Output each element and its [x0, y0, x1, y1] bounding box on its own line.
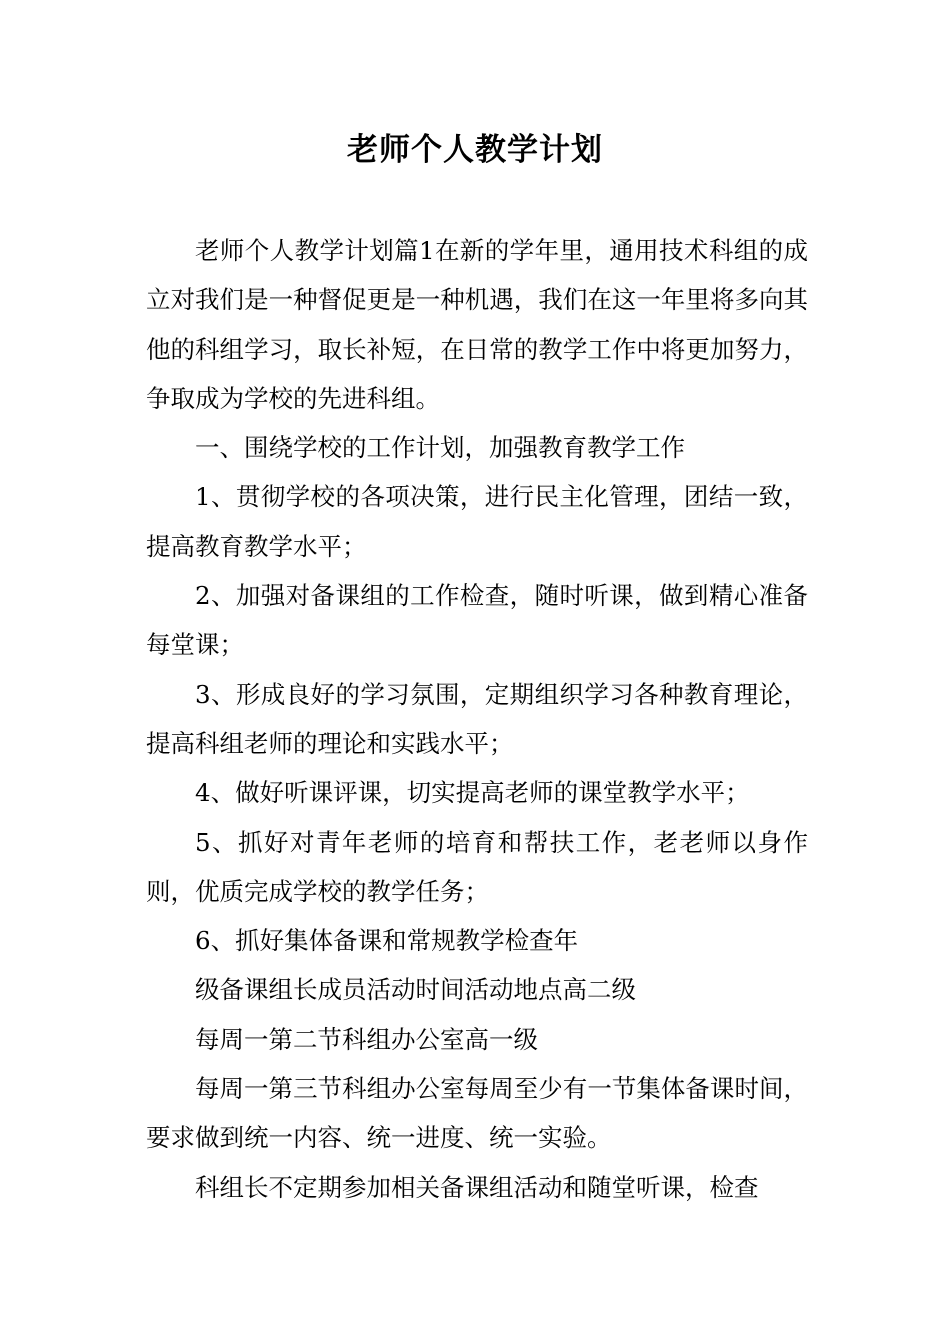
paragraph-item-1: 1、贯彻学校的各项决策，进行民主化管理，团结一致，提高教育教学水平；	[146, 482, 808, 561]
paragraph-closing: 科组长不定期参加相关备课组活动和随堂听课，检查	[195, 1172, 759, 1202]
document-title: 老师个人教学计划	[347, 132, 603, 168]
paragraph-item-6: 6、抓好集体备课和常规教学检查年	[195, 926, 579, 956]
document-body	[146, 226, 808, 1212]
paragraph-schedule-row-1: 每周一第二节科组办公室高一级	[195, 1024, 538, 1054]
paragraph-section-1-heading: 一、围绕学校的工作计划，加强教育教学工作	[195, 433, 685, 463]
paragraph-item-4: 4、做好听课评课，切实提高老师的课堂教学水平；	[195, 778, 750, 808]
paragraph-schedule-row-2: 每周一第三节科组办公室每周至少有一节集体备课时间，要求做到统一内容、统一进度、统一实验。	[146, 1074, 808, 1153]
paragraph-item-2: 2、加强对备课组的工作检查，随时听课，做到精心准备每堂课；	[146, 581, 808, 660]
paragraph-item-5: 5、抓好对青年老师的培育和帮扶工作，老老师以身作则，优质完成学校的教学任务；	[146, 827, 808, 906]
paragraph-schedule-header: 级备课组长成员活动时间活动地点高二级	[195, 975, 636, 1005]
paragraph-item-3: 3、形成良好的学习氛围，定期组织学习各种教育理论，提高科组老师的理论和实践水平；	[146, 679, 808, 758]
paragraph-intro: 老师个人教学计划篇1在新的学年里，通用技术科组的成立对我们是一种督促更是一种机遇，我们在这一年里将多向其他的科组学习，取长补短，在日常的教学工作中将更加努力，争取成为学校的先进科组。	[146, 236, 808, 413]
